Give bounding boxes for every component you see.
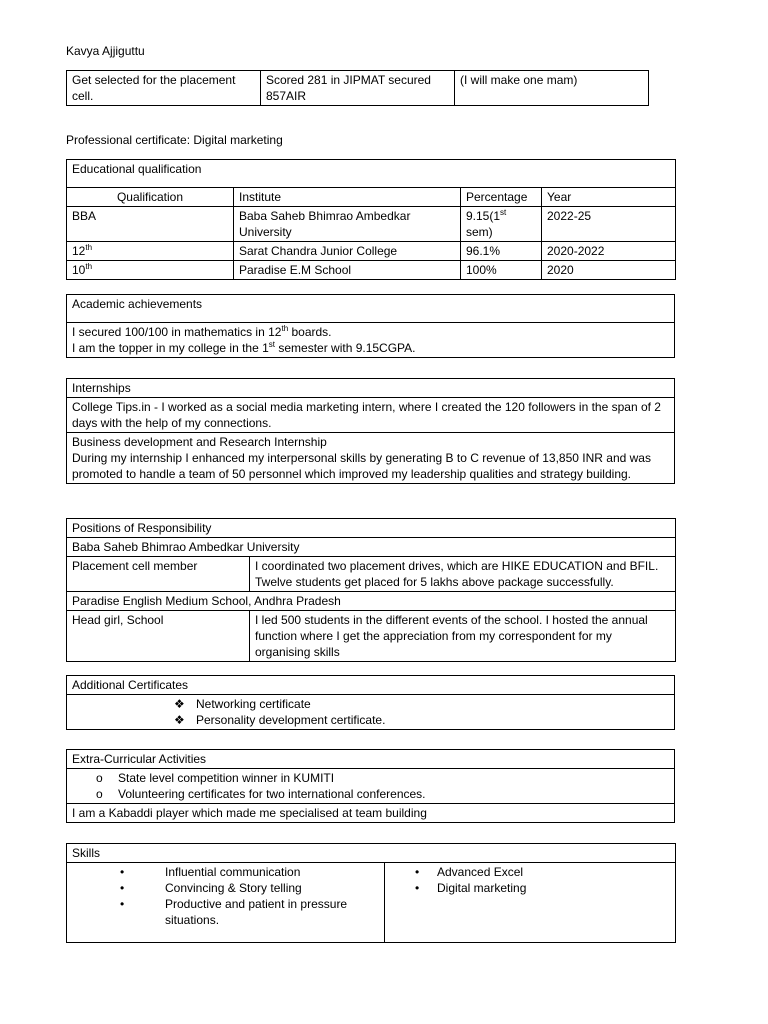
section-title: Skills bbox=[67, 844, 676, 863]
skills-table bbox=[66, 843, 676, 943]
bullet-icon: • bbox=[415, 881, 420, 895]
goal-cell: Get selected for the placement cell. bbox=[67, 71, 261, 106]
internships-table bbox=[66, 378, 675, 484]
column-header: Percentage bbox=[461, 188, 542, 207]
list-item: • Digital marketing bbox=[415, 881, 527, 895]
goal-cell: (I will make one mam) bbox=[455, 71, 649, 106]
bullet-icon: • bbox=[120, 881, 125, 895]
section-title: Internships bbox=[67, 379, 675, 398]
additional-certificates-table bbox=[66, 675, 675, 730]
column-header: Institute bbox=[234, 188, 461, 207]
year-cell: 2020-2022 bbox=[542, 242, 676, 261]
column-header: Qualification bbox=[67, 188, 234, 207]
percentage-cell: 100% bbox=[461, 261, 542, 280]
goal-cell: Scored 281 in JIPMAT secured 857AIR bbox=[261, 71, 455, 106]
diamond-bullet-icon: ❖ bbox=[174, 713, 185, 727]
year-cell: 2020 bbox=[542, 261, 676, 280]
qualification-cell: BBA bbox=[67, 207, 234, 242]
professional-certificate: Professional certificate: Digital marketing bbox=[66, 133, 283, 147]
internship-item: College Tips.in - I worked as a social media marketing intern, where I created the 120 followers in the span of 2 days with the help of my connections. bbox=[67, 398, 675, 433]
table-row bbox=[67, 242, 676, 261]
list-item: ❖ Networking certificate bbox=[174, 697, 311, 711]
qualification-cell: 12th bbox=[67, 242, 234, 261]
section-title: Additional Certificates bbox=[67, 676, 675, 695]
role-description: I led 500 students in the different events of the school. I hosted the annual function where I get the appreciation from my correspondent for my organising skills bbox=[250, 611, 676, 662]
list-item: ❖ Personality development certificate. bbox=[174, 713, 386, 727]
education-table bbox=[66, 159, 676, 280]
section-title: Extra-Curricular Activities bbox=[67, 750, 675, 769]
institute-cell: Baba Saheb Bhimrao Ambedkar University bbox=[234, 207, 461, 242]
section-title: Positions of Responsibility bbox=[67, 519, 676, 538]
role: Placement cell member bbox=[67, 557, 250, 592]
certificates-list bbox=[67, 695, 675, 730]
academic-content: I secured 100/100 in mathematics in 12th boards. I am the topper in my college in the 1st semester with 9.15CGPA. bbox=[67, 323, 675, 358]
skills-right bbox=[385, 863, 676, 943]
percentage-cell: 96.1% bbox=[461, 242, 542, 261]
bullet-icon: • bbox=[415, 865, 420, 879]
section-title: Educational qualification bbox=[67, 160, 676, 188]
percentage-cell: 9.15(1st sem) bbox=[461, 207, 542, 242]
list-item: o Volunteering certificates for two international conferences. bbox=[96, 787, 426, 801]
table-row bbox=[67, 261, 676, 280]
internship-item: Business development and Research Internship During my internship I enhanced my interpersonal skills by generating B to C revenue of 13,850 INR and was promoted to handle a team of 50 personnel which improved my leadership qualities and strategy building. bbox=[67, 433, 675, 484]
extracurricular-table bbox=[66, 749, 675, 823]
institute-cell: Sarat Chandra Junior College bbox=[234, 242, 461, 261]
candidate-name: Kavya Ajjiguttu bbox=[66, 44, 145, 58]
qualification-cell: 10th bbox=[67, 261, 234, 280]
section-title: Academic achievements bbox=[67, 295, 675, 323]
role-description: I coordinated two placement drives, which are HIKE EDUCATION and BFIL. Twelve students get placed for 5 lakhs above package successfully. bbox=[250, 557, 676, 592]
list-item: • Influential communication bbox=[120, 865, 301, 879]
year-cell: 2022-25 bbox=[542, 207, 676, 242]
skills-left bbox=[67, 863, 385, 943]
table-row bbox=[67, 207, 676, 242]
bullet-icon: • bbox=[120, 865, 125, 879]
column-header: Year bbox=[542, 188, 676, 207]
bullet-icon: • bbox=[120, 897, 125, 911]
list-item: • Productive and patient in pressure situations. bbox=[120, 897, 348, 927]
list-item: o State level competition winner in KUMITI bbox=[96, 771, 335, 785]
diamond-bullet-icon: ❖ bbox=[174, 697, 185, 711]
organisation: Paradise English Medium School, Andhra Pradesh bbox=[67, 592, 676, 611]
institute-cell: Paradise E.M School bbox=[234, 261, 461, 280]
role: Head girl, School bbox=[67, 611, 250, 662]
circle-bullet-icon: o bbox=[96, 787, 103, 801]
activity-note: I am a Kabaddi player which made me specialised at team building bbox=[67, 804, 675, 823]
goals-table bbox=[66, 70, 649, 106]
circle-bullet-icon: o bbox=[96, 771, 103, 785]
list-item: • Convincing & Story telling bbox=[120, 881, 302, 895]
positions-table bbox=[66, 518, 676, 662]
activities-list bbox=[67, 769, 675, 804]
academic-table bbox=[66, 294, 675, 358]
organisation: Baba Saheb Bhimrao Ambedkar University bbox=[67, 538, 676, 557]
list-item: • Advanced Excel bbox=[415, 865, 524, 879]
